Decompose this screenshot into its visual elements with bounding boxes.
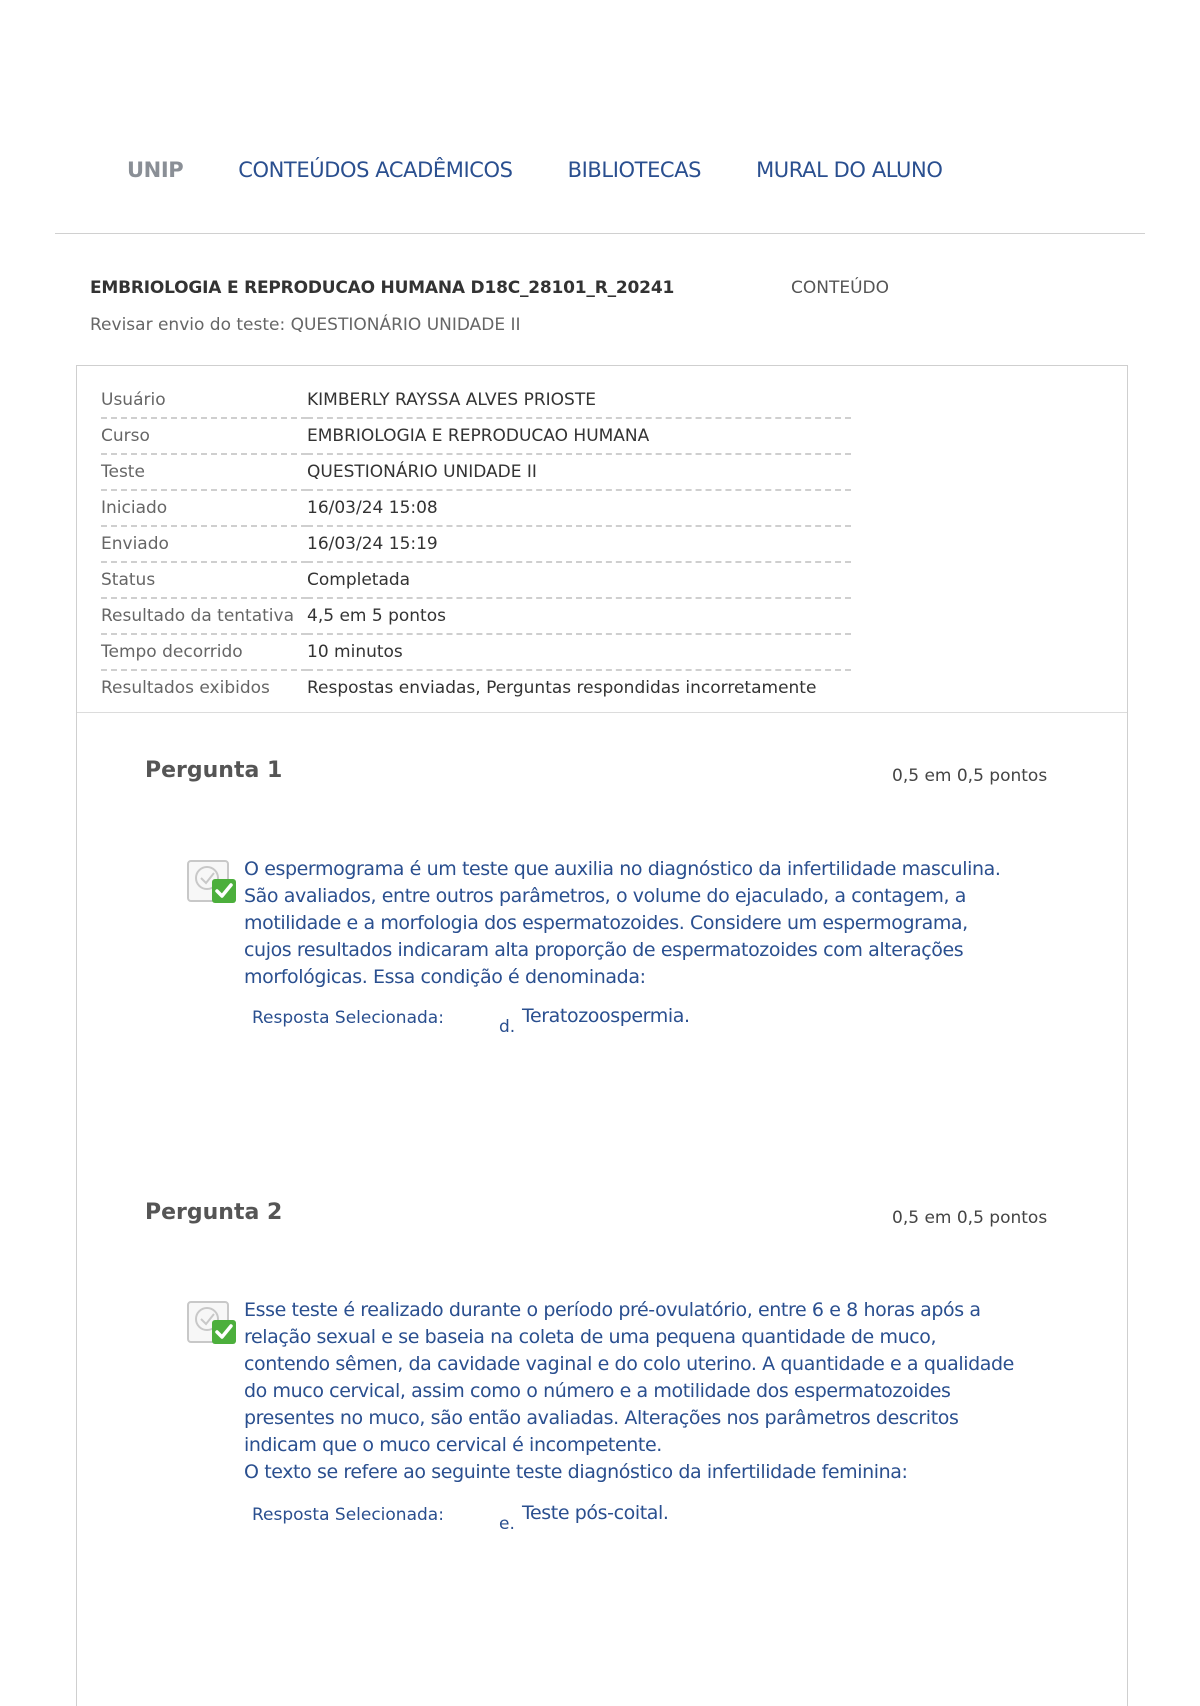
info-row <box>101 634 851 670</box>
attempt-info <box>77 366 1127 713</box>
info-row <box>101 454 851 490</box>
question-text-line: São avaliados, entre outros parâmetros, o volume do ejaculado, a contagem, a <box>244 885 967 907</box>
info-row <box>101 526 851 562</box>
info-label: Usuário <box>101 383 307 418</box>
question-text-line: Esse teste é realizado durante o período pré-ovulatório, entre 6 e 8 horas após a <box>244 1299 981 1321</box>
answer-label: Resposta Selecionada: <box>252 1505 444 1525</box>
question-text <box>244 1297 1024 1486</box>
info-label: Status <box>101 562 307 598</box>
answer-letter: e. <box>499 1514 515 1534</box>
question-title: Pergunta 2 <box>145 1200 283 1225</box>
info-value: QUESTIONÁRIO UNIDADE II <box>307 454 851 490</box>
question-points: 0,5 em 0,5 pontos <box>892 1208 1048 1228</box>
answer-label: Resposta Selecionada: <box>252 1008 444 1028</box>
question-text-line: O espermograma é um teste que auxilia no diagnóstico da infertilidade masculina. <box>244 858 1001 880</box>
question-text-line: motilidade e a morfologia dos espermatozoides. Considere um espermograma, <box>244 912 968 934</box>
info-row <box>101 598 851 634</box>
info-row <box>101 562 851 598</box>
top-navigation <box>127 150 997 190</box>
correct-check-icon <box>186 857 240 907</box>
nav-bibliotecas[interactable]: BIBLIOTECAS <box>567 158 702 182</box>
info-value: 4,5 em 5 pontos <box>307 598 851 634</box>
info-value: KIMBERLY RAYSSA ALVES PRIOSTE <box>307 383 851 418</box>
conteudo-link[interactable]: CONTEÚDO <box>791 278 890 298</box>
question-text-line: morfológicas. Essa condição é denominada: <box>244 966 646 988</box>
correct-check-icon <box>186 1298 240 1348</box>
answer-letter: d. <box>499 1017 516 1037</box>
question-text-line: indicam que o muco cervical é incompetente. <box>244 1434 662 1456</box>
page-title: Revisar envio do teste: QUESTIONÁRIO UNIDADE II <box>90 315 521 335</box>
question-points: 0,5 em 0,5 pontos <box>892 766 1048 786</box>
info-row <box>101 490 851 526</box>
info-value: EMBRIOLOGIA E REPRODUCAO HUMANA <box>307 418 851 454</box>
attempt-info-table <box>101 383 851 705</box>
answer-text: Teratozoospermia. <box>522 1005 690 1027</box>
nav-conteudos-academicos[interactable]: CONTEÚDOS ACADÊMICOS <box>238 158 513 182</box>
question-text-line: relação sexual e se baseia na coleta de uma pequena quantidade de muco, <box>244 1326 937 1348</box>
question-text-line: do muco cervical, assim como o número e a motilidade dos espermatozoides <box>244 1380 951 1402</box>
question-text-line: presentes no muco, são então avaliadas. Alterações nos parâmetros descritos <box>244 1407 959 1429</box>
info-value: Respostas enviadas, Perguntas respondidas incorretamente <box>307 678 817 698</box>
nav-brand-unip[interactable]: UNIP <box>127 158 184 182</box>
header-divider <box>55 233 1145 234</box>
info-row <box>101 670 851 705</box>
question-text <box>244 856 1024 991</box>
info-label: Curso <box>101 418 307 454</box>
question-title: Pergunta 1 <box>145 758 283 783</box>
question-text-line: cujos resultados indicaram alta proporção de espermatozoides com alterações <box>244 939 964 961</box>
answer-text: Teste pós-coital. <box>522 1502 669 1524</box>
info-row <box>101 383 851 418</box>
info-row <box>101 418 851 454</box>
info-value: Completada <box>307 562 851 598</box>
question-text-line: O texto se refere ao seguinte teste diagnóstico da infertilidade feminina: <box>244 1461 908 1483</box>
info-value: 16/03/24 15:19 <box>307 526 851 562</box>
info-value: 16/03/24 15:08 <box>307 490 851 526</box>
info-value: 10 minutos <box>307 634 851 670</box>
info-label: Resultado da tentativa <box>101 598 307 634</box>
info-label: Resultados exibidos <box>101 678 270 698</box>
info-label: Teste <box>101 454 307 490</box>
info-label: Iniciado <box>101 490 307 526</box>
info-label: Enviado <box>101 526 307 562</box>
nav-mural-do-aluno[interactable]: MURAL DO ALUNO <box>756 158 943 182</box>
question-text-line: contendo sêmen, da cavidade vaginal e do colo uterino. A quantidade e a qualidade <box>244 1353 1014 1375</box>
info-label: Tempo decorrido <box>101 634 307 670</box>
course-title[interactable]: EMBRIOLOGIA E REPRODUCAO HUMANA D18C_28101_R_20241 <box>90 278 675 298</box>
